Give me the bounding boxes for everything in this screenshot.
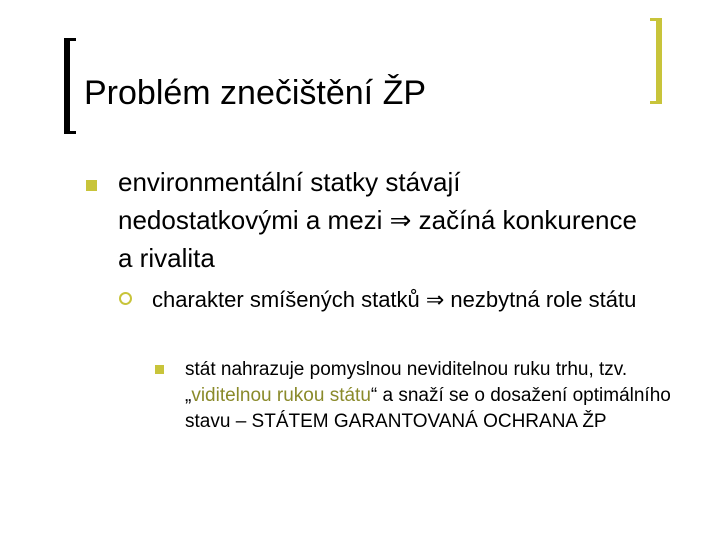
bullet-level1-text: environmentální statky stávají nedostatkovými a mezi ⇒ začíná konkurence a rivalita (118, 167, 637, 273)
bullet-level3-text (185, 357, 685, 435)
highlighted-phrase: viditelnou rukou státu (191, 385, 371, 406)
bullet-level3-text-before: stát nahrazuje pomyslnou neviditelnou ruku trhu, tzv. „ (185, 359, 628, 406)
title-bracket-right (650, 18, 662, 104)
square-bullet-icon (86, 180, 97, 191)
square-bullet-small-icon (155, 365, 164, 374)
circle-bullet-icon (119, 292, 132, 305)
bullet-level2-text: charakter smíšených statků ⇒ nezbytná role státu (152, 287, 637, 312)
slide-title: Problém znečištění ŽP (84, 74, 427, 112)
bullet-level3-text-after: “ a snaží se o dosažení optimálního stavu – STÁTEM GARANTOVANÁ OCHRANA ŽP (185, 385, 671, 432)
title-bracket-left (64, 38, 76, 134)
